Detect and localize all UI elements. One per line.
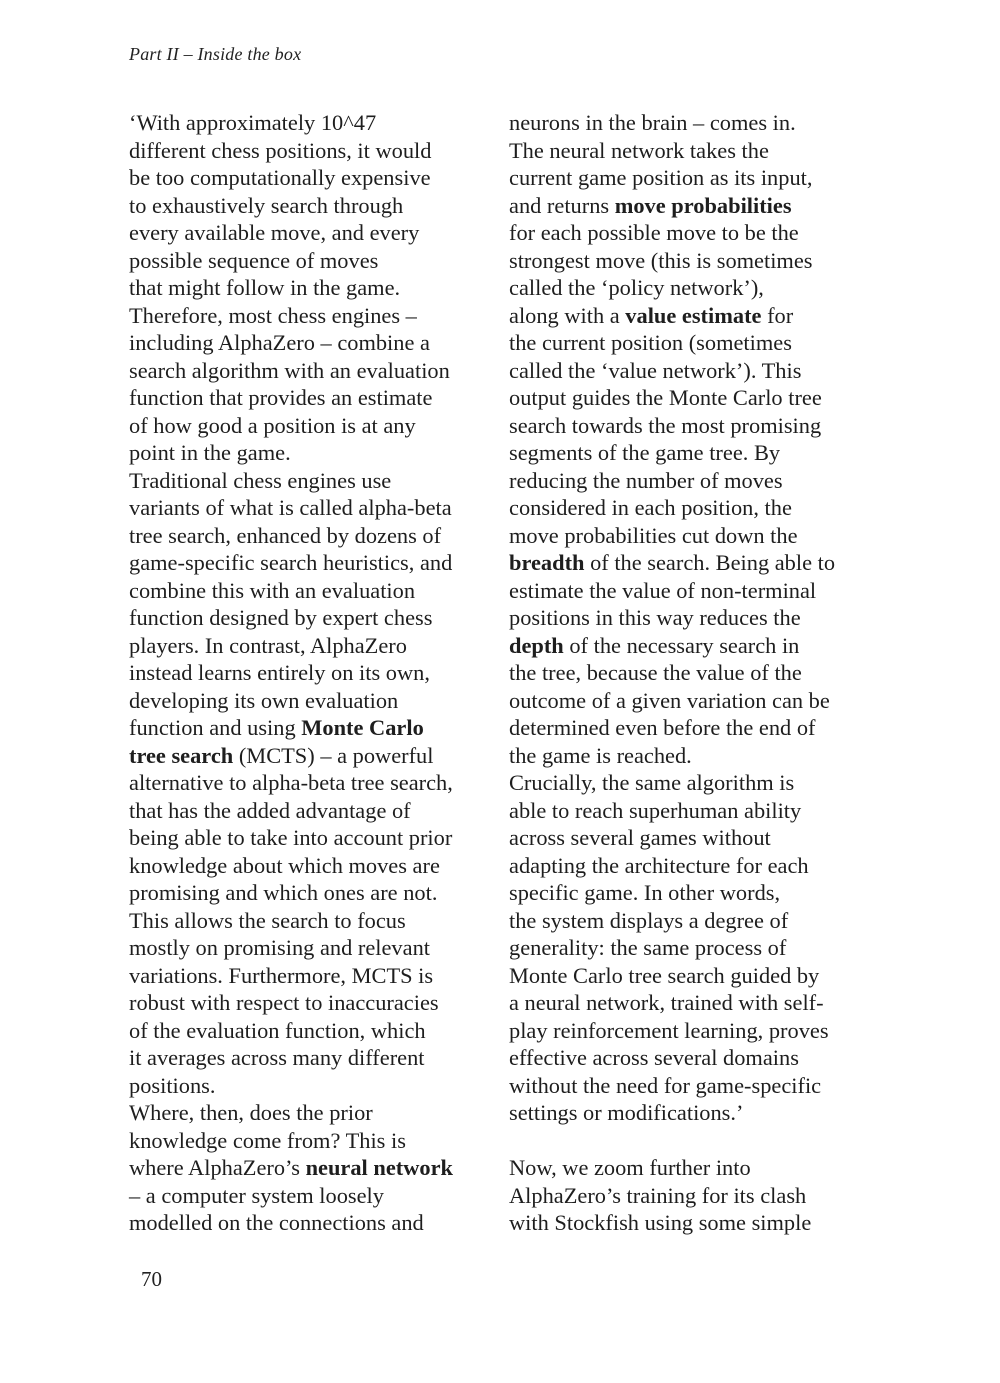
text-segment: of the search. Being able to bbox=[584, 550, 836, 575]
text-line bbox=[509, 714, 874, 742]
text-segment: effective across several domains bbox=[509, 1045, 799, 1070]
text-line bbox=[509, 879, 874, 907]
text-segment: the current position (sometimes bbox=[509, 330, 792, 355]
text-line bbox=[129, 1154, 494, 1182]
text-line bbox=[129, 164, 494, 192]
text-line bbox=[129, 714, 494, 742]
text-segment: possible sequence of moves bbox=[129, 247, 379, 273]
right-column bbox=[509, 109, 874, 1237]
text-segment: knowledge come from? This is bbox=[129, 1127, 406, 1153]
text-segment: The neural network takes the bbox=[509, 137, 769, 163]
text-line bbox=[129, 522, 494, 550]
bold-term: value estimate bbox=[625, 302, 762, 328]
text-segment: This allows the search to focus bbox=[129, 907, 406, 933]
text-segment: play reinforcement learning, proves bbox=[509, 1017, 829, 1043]
text-line bbox=[129, 879, 494, 907]
text-line bbox=[129, 412, 494, 440]
text-segment: along with a bbox=[509, 302, 626, 328]
text-line bbox=[509, 742, 874, 770]
text-segment: generality: the same process of bbox=[509, 935, 787, 960]
text-line bbox=[509, 522, 874, 550]
text-line bbox=[129, 1127, 494, 1155]
text-segment: combine this with an evaluation bbox=[129, 577, 416, 603]
text-line bbox=[509, 659, 874, 687]
text-line bbox=[129, 549, 494, 577]
text-segment: across several games without bbox=[509, 825, 771, 850]
text-segment: the system displays a degree of bbox=[509, 907, 789, 933]
text-segment: segments of the game tree. By bbox=[509, 440, 781, 465]
text-line bbox=[129, 1182, 494, 1210]
text-segment: knowledge about which moves are bbox=[129, 852, 440, 878]
text-segment: positions in this way reduces the bbox=[509, 605, 801, 630]
text-line bbox=[509, 467, 874, 495]
text-segment: variants of what is called alpha-beta bbox=[129, 495, 452, 520]
text-segment: the game is reached. bbox=[509, 742, 692, 768]
text-line bbox=[509, 687, 874, 715]
text-segment: positions. bbox=[129, 1072, 216, 1098]
text-segment: that might follow in the game. bbox=[129, 275, 401, 300]
text-line bbox=[509, 109, 874, 137]
text-segment: Traditional chess engines use bbox=[129, 467, 392, 493]
text-segment: a neural network, trained with self- bbox=[509, 990, 824, 1015]
text-line bbox=[509, 962, 874, 990]
text-segment: able to reach superhuman ability bbox=[509, 797, 802, 823]
text-line bbox=[129, 1072, 494, 1100]
text-line bbox=[509, 384, 874, 412]
text-segment: it averages across many different bbox=[129, 1045, 425, 1070]
text-segment: and returns bbox=[509, 192, 615, 218]
text-segment: for bbox=[761, 302, 794, 328]
text-segment: being able to take into account prior bbox=[129, 825, 453, 850]
text-segment: variations. Furthermore, MCTS is bbox=[129, 962, 434, 988]
text-line bbox=[129, 769, 494, 797]
text-line bbox=[129, 384, 494, 412]
text-segment: determined even before the end of bbox=[509, 715, 816, 740]
text-segment: (MCTS) – a powerful bbox=[233, 742, 434, 768]
text-segment: that has the added advantage of bbox=[129, 797, 411, 823]
text-line bbox=[509, 632, 874, 660]
text-line bbox=[129, 1209, 494, 1237]
text-line bbox=[509, 494, 874, 522]
text-line bbox=[509, 577, 874, 605]
text-line bbox=[129, 934, 494, 962]
text-segment: Monte Carlo tree search guided by bbox=[509, 962, 820, 988]
text-segment: instead learns entirely on its own, bbox=[129, 660, 430, 685]
text-line bbox=[129, 247, 494, 275]
text-line bbox=[129, 357, 494, 385]
bold-term: Monte Carlo bbox=[301, 715, 424, 740]
text-line bbox=[509, 797, 874, 825]
text-line bbox=[509, 1017, 874, 1045]
text-line bbox=[129, 659, 494, 687]
text-segment: outcome of a given variation can be bbox=[509, 687, 830, 713]
text-line bbox=[509, 1182, 874, 1210]
bold-term: tree search bbox=[129, 742, 234, 768]
text-line bbox=[129, 742, 494, 770]
text-segment: function and using bbox=[129, 715, 302, 740]
text-segment: estimate the value of non-terminal bbox=[509, 577, 817, 603]
bold-term: move probabilities bbox=[614, 192, 792, 218]
text-segment: of the evaluation function, which bbox=[129, 1017, 426, 1043]
text-segment: of the necessary search in bbox=[563, 632, 800, 658]
text-line bbox=[509, 1209, 874, 1237]
text-segment: without the need for game-specific bbox=[509, 1072, 822, 1098]
text-line bbox=[129, 632, 494, 660]
text-segment: output guides the Monte Carlo tree bbox=[509, 385, 822, 410]
text-line bbox=[129, 302, 494, 330]
text-line bbox=[509, 412, 874, 440]
text-line bbox=[509, 824, 874, 852]
text-line bbox=[129, 852, 494, 880]
text-segment: settings or modifications.’ bbox=[509, 1100, 744, 1125]
text-line bbox=[129, 907, 494, 935]
text-line bbox=[129, 274, 494, 302]
text-line bbox=[509, 137, 874, 165]
text-segment: where AlphaZero’s bbox=[129, 1155, 306, 1180]
text-segment: function designed by expert chess bbox=[129, 605, 433, 630]
text-line bbox=[509, 192, 874, 220]
text-segment: to exhaustively search through bbox=[129, 192, 404, 218]
text-segment: ‘With approximately 10^47 bbox=[129, 110, 377, 135]
text-line bbox=[509, 302, 874, 330]
text-line bbox=[509, 329, 874, 357]
text-line bbox=[509, 1072, 874, 1100]
text-line bbox=[129, 467, 494, 495]
text-segment: – a computer system loosely bbox=[129, 1182, 384, 1208]
text-line bbox=[129, 137, 494, 165]
text-segment: for each possible move to be the bbox=[509, 220, 799, 245]
text-segment: reducing the number of moves bbox=[509, 467, 783, 493]
text-line bbox=[129, 687, 494, 715]
text-segment: every available move, and every bbox=[129, 220, 420, 245]
text-line bbox=[509, 907, 874, 935]
bold-term: neural network bbox=[305, 1155, 453, 1180]
text-segment: point in the game. bbox=[129, 440, 291, 465]
text-segment: with Stockfish using some simple bbox=[509, 1210, 812, 1235]
paragraph-gap bbox=[509, 1127, 874, 1155]
page-number: 70 bbox=[141, 1267, 162, 1291]
text-segment: Therefore, most chess engines – bbox=[129, 302, 417, 328]
text-segment: Now, we zoom further into bbox=[509, 1155, 751, 1180]
text-segment: called the ‘value network’). This bbox=[509, 357, 802, 383]
text-line bbox=[509, 219, 874, 247]
text-line bbox=[129, 1099, 494, 1127]
text-segment: neurons in the brain – comes in. bbox=[509, 110, 796, 135]
text-line bbox=[129, 439, 494, 467]
text-segment: the tree, because the value of the bbox=[509, 660, 802, 685]
text-segment: developing its own evaluation bbox=[129, 687, 399, 713]
text-segment: game-specific search heuristics, and bbox=[129, 550, 453, 575]
text-line bbox=[129, 962, 494, 990]
text-line bbox=[129, 824, 494, 852]
left-column bbox=[129, 109, 494, 1237]
bold-term: breadth bbox=[509, 550, 585, 575]
text-segment: promising and which ones are not. bbox=[129, 880, 438, 905]
text-segment: AlphaZero’s training for its clash bbox=[509, 1182, 807, 1208]
running-header: Part II – Inside the box bbox=[129, 44, 302, 64]
text-segment: of how good a position is at any bbox=[129, 412, 416, 438]
text-line bbox=[129, 604, 494, 632]
text-line bbox=[509, 439, 874, 467]
text-segment: specific game. In other words, bbox=[509, 880, 781, 905]
text-segment: search towards the most promising bbox=[509, 412, 822, 438]
bold-term: depth bbox=[509, 632, 564, 658]
text-segment: be too computationally expensive bbox=[129, 165, 431, 190]
text-line bbox=[509, 357, 874, 385]
text-line bbox=[129, 577, 494, 605]
text-segment: tree search, enhanced by dozens of bbox=[129, 522, 442, 548]
text-line bbox=[129, 219, 494, 247]
text-segment: alternative to alpha-beta tree search, bbox=[129, 770, 453, 795]
text-segment: strongest move (this is sometimes bbox=[509, 247, 813, 273]
text-line bbox=[509, 989, 874, 1017]
text-line bbox=[129, 797, 494, 825]
text-segment: robust with respect to inaccuracies bbox=[129, 990, 439, 1015]
text-segment: move probabilities cut down the bbox=[509, 522, 798, 548]
text-line bbox=[129, 329, 494, 357]
text-segment: search algorithm with an evaluation bbox=[129, 357, 450, 383]
text-line bbox=[509, 1044, 874, 1072]
text-segment: considered in each position, the bbox=[509, 495, 792, 520]
text-segment: Crucially, the same algorithm is bbox=[509, 770, 795, 795]
text-segment: Where, then, does the prior bbox=[129, 1100, 373, 1125]
text-segment: current game position as its input, bbox=[509, 165, 813, 190]
text-segment: players. In contrast, AlphaZero bbox=[129, 632, 407, 658]
text-line bbox=[509, 549, 874, 577]
text-segment: including AlphaZero – combine a bbox=[129, 330, 430, 355]
text-line bbox=[509, 274, 874, 302]
text-line bbox=[509, 604, 874, 632]
text-line bbox=[129, 1017, 494, 1045]
text-line bbox=[509, 247, 874, 275]
text-line bbox=[509, 769, 874, 797]
text-line bbox=[509, 164, 874, 192]
text-line bbox=[509, 934, 874, 962]
text-segment: mostly on promising and relevant bbox=[129, 935, 430, 960]
text-line bbox=[129, 109, 494, 137]
text-line bbox=[129, 192, 494, 220]
text-line bbox=[129, 989, 494, 1017]
text-segment: different chess positions, it would bbox=[129, 137, 432, 163]
text-segment: modelled on the connections and bbox=[129, 1210, 424, 1235]
text-line bbox=[509, 1154, 874, 1182]
text-segment: called the ‘policy network’), bbox=[509, 275, 764, 300]
text-line bbox=[509, 852, 874, 880]
text-line bbox=[509, 1099, 874, 1127]
text-line bbox=[129, 494, 494, 522]
text-segment: function that provides an estimate bbox=[129, 385, 433, 410]
text-segment: adapting the architecture for each bbox=[509, 852, 809, 878]
text-line bbox=[129, 1044, 494, 1072]
